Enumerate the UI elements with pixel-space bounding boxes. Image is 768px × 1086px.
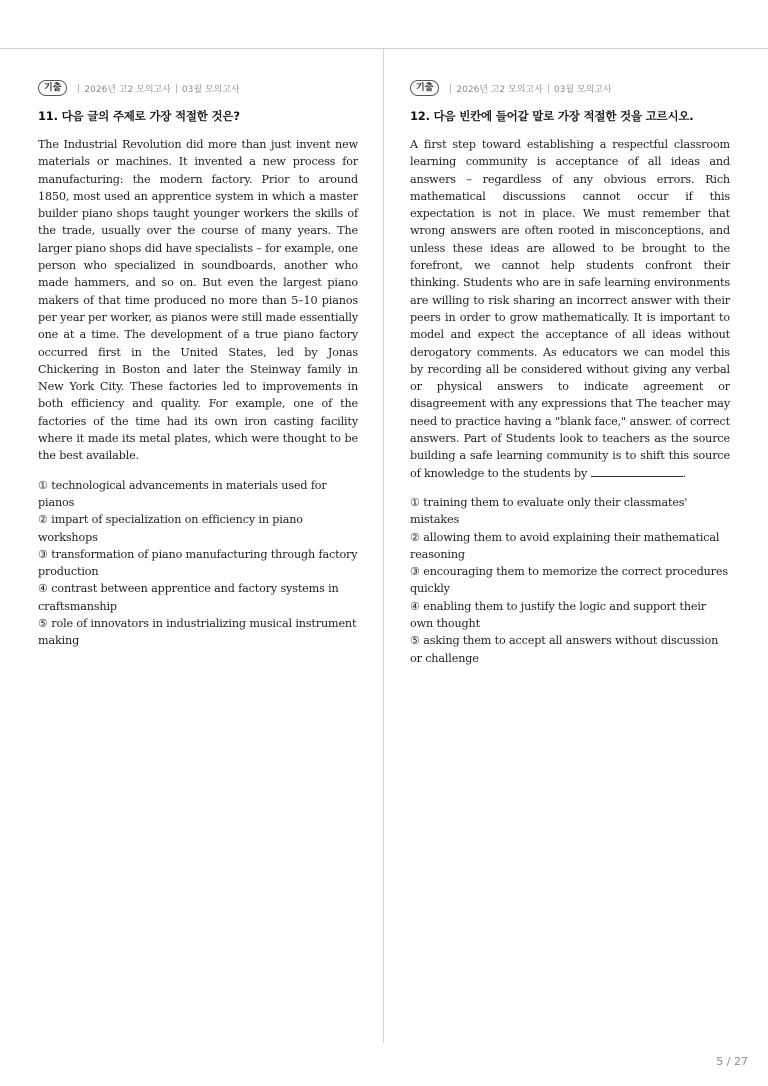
question-title: 11. 다음 글의 주제로 가장 적절한 것은?	[38, 109, 240, 123]
exam-month: 03월 모의고사	[181, 84, 240, 95]
page-number: 5 / 27	[716, 1055, 748, 1068]
answer-blank	[591, 466, 683, 477]
question-meta	[38, 80, 358, 96]
column-divider	[383, 48, 384, 1043]
passage-end: .	[682, 466, 686, 480]
answer-choice-5[interactable]: ⑤ role of innovators in industrializing musical instrument making	[38, 617, 357, 648]
answer-choice-2[interactable]: ② impart of specialization on efficiency in piano workshops	[38, 513, 303, 544]
meta-separator	[548, 84, 549, 93]
answer-choice-5[interactable]: ⑤ asking them to accept all answers without discussion or challenge	[410, 634, 719, 665]
past-exam-badge: 기출	[410, 80, 439, 96]
answer-choice-1[interactable]: ① technological advancements in materials used for pianos	[38, 478, 327, 509]
answer-choices	[38, 477, 358, 650]
exam-year: 2026년 고2 모의고사	[456, 84, 543, 95]
answer-choice-3[interactable]: ③ transformation of piano manufacturing through factory production	[38, 547, 358, 579]
passage-text: A first step toward establishing a respectful classroom learning community is acceptance of all ideas and answers – regardless of any obvious errors. Rich mathematical discussions cannot occur if this expectation is not in place. We must remember that wrong answers are often rooted in misconceptions, and unless these ideas are allowed to be brought to the forefront, we cannot help students confront their thinking. Students who are in safe learning environments are willing to risk sharing an incorrect answer with their peers in order to grow mathematically. It is important to model and expect the acceptance of all ideas without derogatory comments. As educators we can model this by recording all be considered without giving any verbal or physical answers to indicate agreement or disagreement with any expressions that The teacher may need to practice having a "blank face," answer. of correct answers. Part of Students look to teachers as the source building a safe learning community is to shift this source of knowledge to the students by	[410, 138, 730, 480]
exam-month: 03월 모의고사	[553, 84, 612, 95]
question-meta	[410, 80, 730, 96]
meta-separator	[176, 84, 177, 93]
past-exam-badge: 기출	[38, 80, 67, 96]
header-divider	[0, 48, 768, 49]
answer-choices	[410, 494, 730, 667]
answer-choice-4[interactable]: ④ contrast between apprentice and factory systems in craftsmanship	[38, 582, 339, 613]
answer-choice-2[interactable]: ② allowing them to avoid explaining their mathematical reasoning	[410, 530, 720, 561]
question-passage: The Industrial Revolution did more than just invent new materials or machines. It invented a new process for manufacturing: the modern factory. Prior to around 1850, most used an apprentice system in which a master builder piano shops taught younger workers the skills of the trade, usually over the course of many years. The larger piano shops did have specialists – for example, one person who specialized in soundboards, another who made hammers, and so on. But even the largest piano makers of that time produced no more than 5–10 pianos per year per worker, as pianos were still made essentially one at a time. The development of a true piano factory occurred first in the United States, led by Jonas Chickering in Boston and later the Steinway family in New York City. These factories led to improvements in both efficiency and quality. For example, one of the factories of the time had its own iron casting facility where it made its metal plates, which were thought to be the best available.	[38, 138, 358, 463]
question-11	[38, 80, 358, 650]
question-passage	[410, 136, 730, 482]
answer-choice-4[interactable]: ④ enabling them to justify the logic and support their own thought	[410, 599, 707, 631]
answer-choice-3[interactable]: ③ encouraging them to memorize the correct procedures quickly	[410, 565, 728, 596]
question-12	[410, 80, 730, 667]
answer-choice-1[interactable]: ① training them to evaluate only their classmates' mistakes	[410, 495, 688, 527]
meta-separator	[450, 84, 451, 93]
meta-separator	[78, 84, 79, 93]
exam-year: 2026년 고2 모의고사	[84, 84, 171, 95]
question-title: 12. 다음 빈칸에 들어갈 말로 가장 적절한 것을 고르시오.	[410, 109, 694, 123]
